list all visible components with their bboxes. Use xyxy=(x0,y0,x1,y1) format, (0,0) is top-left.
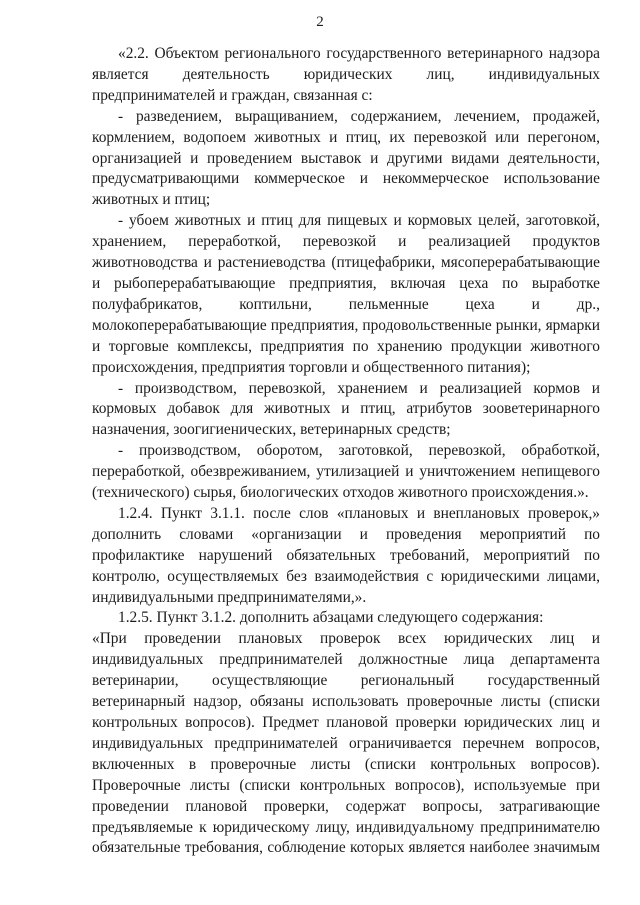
paragraph-breeding-animals: - разведением, выращиванием, содержанием, лечением, продажей, кормлением, водопоем животных и птиц, их перевозкой или перегоном, организацией и проведением выставок и другими видами деятельности, предусматривающими коммерческое и некоммерческое использование животных и птиц; xyxy=(92,107,600,209)
paragraph-checklists: «При проведении плановых проверок всех юридических лиц и индивидуальных предпринимателей должностные лица департамента ветеринарии, осуществляющие региональный государственный ветеринарный надзор, обязаны использовать проверочные листы (списки контрольных вопросов). Предмет плановой проверки юридических лиц и индивидуальных предпринимателей ограничивается перечнем вопросов, включенных в проверочные листы (списки контрольных вопросов). Проверочные листы (списки контрольных вопросов), используемые при проведении плановой проверки, содержат вопросы, затрагивающие предъявляемые к юридическому лицу, индивидуальному предпринимателю обязательные требования, соблюдение которых является наиболее значимым xyxy=(92,630,600,857)
page-number: 2 xyxy=(316,14,324,30)
paragraph-slaughter-processing: - убоем животных и птиц для пищевых и кормовых целей, заготовкой, хранением, переработкой, перевозкой и реализацией продуктов животноводства и растениеводства (птицефабрики, мясоперерабатывающие и рыбоперерабатывающие предприятия, включая цеха по выработке полуфабрикатов, коптильни, пельменные цеха и др., молокоперерабатывающие предприятия, продовольственные рынки, ярмарки и торговые комплексы, предприятия по хранению продукции животного происхождения, предприятия торговли и общественного питания); xyxy=(92,212,600,376)
paragraph-feed-production: - производством, перевозкой, хранением и реализацией кормов и кормовых добавок для животных и птиц, атрибутов зооветеринарного назначения, зоогигиенических, ветеринарных средств; xyxy=(92,379,600,439)
document-body xyxy=(92,44,600,859)
paragraph-item-1-2-4: 1.2.4. Пункт 3.1.1. после слов «плановых и внеплановых проверок,» дополнить словами «организации и проведения мероприятий по профилактике нарушений обязательных требований, мероприятий по контролю, осуществляемых без взаимодействия с юридическими лицами, индивидуальными предпринимателями,». xyxy=(92,504,600,606)
paragraph-item-1-2-5: 1.2.5. Пункт 3.1.2. дополнить абзацами следующего содержания: xyxy=(118,609,544,627)
paragraph-object-of-supervision: «2.2. Объектом регионального государственного ветеринарного надзора является деятельность юридических лиц, индивидуальных предпринимателей и граждан, связанная с: xyxy=(92,45,600,104)
paragraph-raw-materials: - производством, оборотом, заготовкой, перевозкой, обработкой, переработкой, обезвреживанием, утилизацией и уничтожением непищевого (технического) сырья, биологических отходов животного происхождения.». xyxy=(92,442,600,502)
